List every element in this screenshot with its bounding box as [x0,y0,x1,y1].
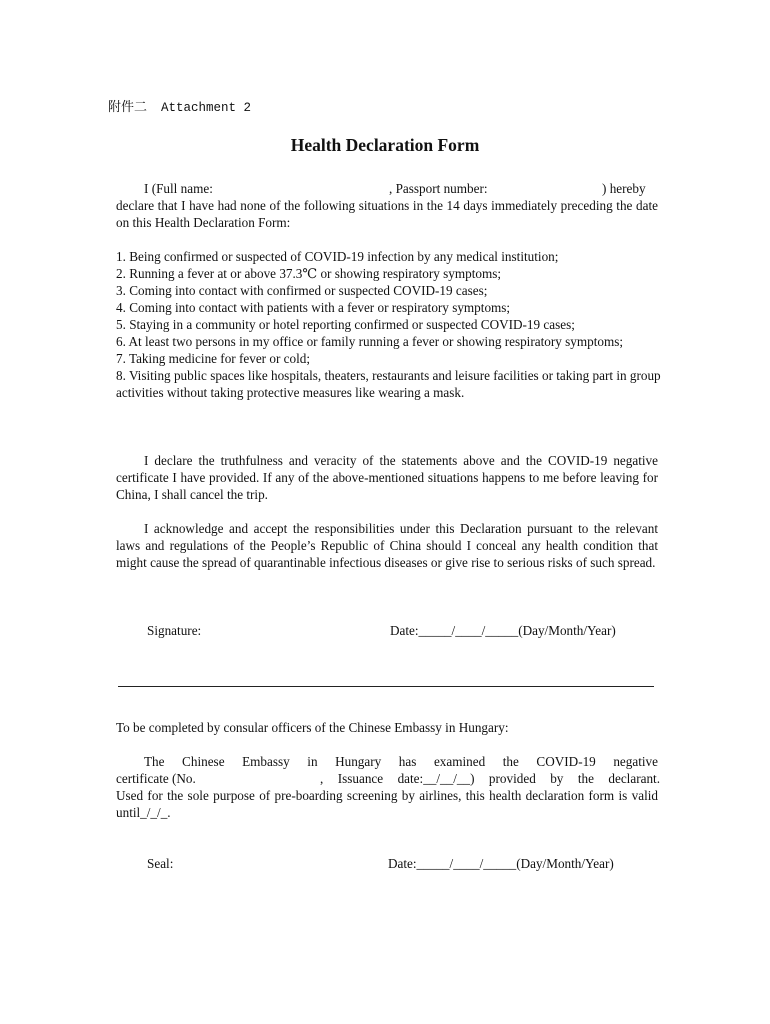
official-text-line1: The Chinese Embassy in Hungary has examined the COVID-19 negative [144,754,658,769]
attachment-label-english: Attachment 2 [161,101,252,115]
list-item: 4. Coming into contact with patients with a fever or respiratory symptoms; [116,300,511,315]
list-item: 3. Coming into contact with confirmed or suspected COVID-19 cases; [116,283,488,298]
list-item: 5. Staying in a community or hotel reporting confirmed or suspected COVID-19 cases; [116,317,575,332]
signature-date-line: Date:_____/____/_____(Day/Month/Year) [390,623,616,638]
seal-date-line: Date:_____/____/_____(Day/Month/Year) [388,856,614,871]
situations-list [116,248,661,401]
declaration-text: declare that I have had none of the following situations in the 14 days immediately preceding the date on this Health Declaration Form: [116,198,658,230]
divider-line [118,686,654,687]
truthfulness-paragraph: I declare the truthfulness and veracity of the statements above and the COVID-19 negative certificate I have provided. If any of the above-mentioned situations happens to me before leaving for China, I shall cancel the trip. [116,453,658,502]
hereby-text: ) hereby [602,181,646,196]
attachment-label-chinese: 附件二 [108,100,148,115]
list-item: 2. Running a fever at or above 37.3℃ or showing respiratory symptoms; [116,266,502,281]
passport-number-label: , Passport number: [389,181,488,196]
list-item: 6. At least two persons in my office or family running a fever or showing respiratory symptoms; [116,334,624,349]
list-item: 7. Taking medicine for fever or cold; [116,351,311,366]
signature-label: Signature: [147,623,202,638]
official-section-heading: To be completed by consular officers of the Chinese Embassy in Hungary: [116,720,509,735]
full-name-label: I (Full name: [144,181,213,196]
attachment-label [108,98,251,117]
official-validity-text: Used for the sole purpose of pre-boarding screening by airlines, this health declaration form is valid until_/_/_. [116,788,658,820]
issuance-date-text: , Issuance date:__/__/__) provided by the declarant. [320,771,660,786]
acknowledgement-paragraph: I acknowledge and accept the responsibilities under this Declaration pursuant to the relevant laws and regulations of the People’s Republic of China should I conceal any health condition that might cause the spread of quarantinable infectious diseases or give rise to serious risks of such spread. [116,521,658,570]
list-item: 8. Visiting public spaces like hospitals, theaters, restaurants and leisure facilities or taking part in group activities without taking protective measures like wearing a mask. [116,368,661,400]
seal-label: Seal: [147,856,174,871]
certificate-number-label: certificate (No. [116,771,196,786]
list-item: 1. Being confirmed or suspected of COVID-19 infection by any medical institution; [116,249,559,264]
page-title: Health Declaration Form [290,135,480,155]
